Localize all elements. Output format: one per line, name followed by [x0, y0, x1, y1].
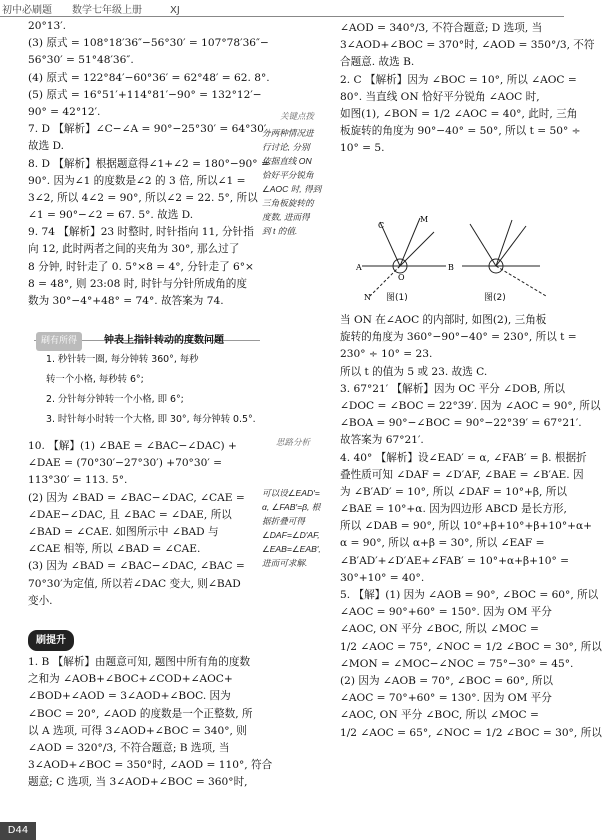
side-note-line: 可以设∠EAD′=	[262, 488, 320, 498]
text-line: 变小.	[28, 594, 53, 607]
text-line: 5. 【解】(1) 因为 ∠AOB = 90°, ∠BOC = 60°, 所以	[340, 589, 599, 601]
text-line: 数为 30°−4°+48° = 74°. 故答案为 74.	[28, 295, 224, 307]
text-line: 题意; C 选项, 当 3∠AOD+∠BOC = 360°时,	[28, 776, 248, 789]
edition-label: XJ	[170, 5, 180, 16]
text-line: 8. D 【解析】根据题意得∠1+∠2 = 180°−90° =	[28, 157, 270, 170]
text-line: ∠BOD+∠AOD = 3∠AOD+∠BOC. 因为	[28, 690, 231, 703]
text-line: 20°13′.	[28, 20, 67, 32]
text-line: (4) 原式 = 122°84′−60°36′ = 62°48′ = 62. 8°.	[28, 71, 270, 84]
text-line: 所以 t 的值为 5 或 23. 故选 C.	[340, 365, 488, 378]
text-line: (5) 原式 = 16°51′+114°81′−90° = 132°12′−	[28, 88, 262, 101]
fig-label-m: M	[420, 215, 429, 224]
text-line: ∠AOC = 70°+60° = 130°. 因为 OM 平分	[340, 692, 552, 705]
text-line: 3∠AOD+∠BOC = 370°时, ∠AOD = 350°/3, 不符	[340, 39, 595, 52]
text-line: ∠DOC = ∠BOC = 22°39′. 因为 ∠AOC = 90°, 所以	[340, 399, 601, 412]
text-line: ∠AOD = 340°/3, 不符合题意; D 选项, 当	[340, 22, 543, 34]
side-note-line: 分两种情况进	[262, 128, 314, 138]
text-line: 1. B 【解析】由题意可知, 题图中所有角的度数	[28, 656, 251, 668]
text-line: ∠BOA = 90°−∠BOC = 90°−22°39′ = 67°21′.	[340, 417, 582, 430]
text-line: 80°. 当直线 ON 恰好平分锐角 ∠AOC 时,	[340, 90, 540, 103]
side-note-line: 据折叠可得	[262, 516, 305, 526]
text-line: α = 90°, 所以 α+β = 30°, 所以 ∠EAF =	[340, 537, 545, 550]
text-line: ∠AOC, ON 平分 ∠BOC, 所以 ∠MOC =	[340, 623, 539, 636]
text-line: ∠AOC, ON 平分 ∠BOC, 所以 ∠MOC =	[340, 709, 539, 722]
fig-label-b: B	[448, 263, 454, 272]
side-note-line: ∠DAF=∠D′AF,	[262, 530, 320, 540]
tip-box	[34, 335, 260, 436]
text-line: 10. 【解】(1) ∠BAE = ∠BAC−∠DAC) +	[28, 440, 237, 452]
tip-line: 3. 时针每小时转一个大格, 即 30°, 每分钟转 0.5°.	[46, 414, 256, 425]
tip-line: 2. 分针每分钟转一个小格, 即 6°;	[46, 394, 184, 405]
side-note-line: ∠AOC 时, 得到	[262, 184, 322, 194]
left-column-top	[28, 18, 270, 310]
text-line: 56°30′ = 51°48′36″.	[28, 54, 134, 67]
text-line: ∠AOD = 320°/3, 不符合题意; B 选项, 当	[28, 741, 230, 754]
text-line: ∠BOC = 20°, ∠AOD 的度数是一个正整数, 所	[28, 707, 253, 720]
text-line: 所以 ∠DAB = 90°, 所以 10°+β+10°+β+10°+α+	[340, 520, 593, 533]
series-title: 初中必刷题	[2, 5, 52, 16]
page-header	[0, 0, 564, 17]
text-line: 合题意. 故选 B.	[340, 56, 415, 69]
text-line: 当 ON 在∠AOC 的内部时, 如图(2), 三角板	[340, 314, 547, 326]
text-line: (3) 原式 = 108°18′36″−56°30′ = 107°78′36″−	[28, 37, 269, 50]
text-line: 230° ÷ 10° = 23.	[340, 348, 433, 361]
side-note-2	[262, 486, 321, 570]
right-column-bottom	[340, 312, 602, 742]
right-column-top	[340, 20, 595, 158]
text-line: 如图(1), ∠BON = 1/2 ∠AOC = 40°, 此时, 三角	[340, 107, 578, 120]
text-line: 2. C 【解析】因为 ∠BOC = 10°, 所以 ∠AOC =	[340, 73, 577, 86]
side-note-1	[262, 126, 321, 238]
text-line: 旋转的角度为 360°−90°−40° = 230°, 所以 t =	[340, 331, 577, 344]
text-line: 板旋转的角度为 90°−40° = 50°, 所以 t = 50° ÷	[340, 125, 581, 138]
text-line: 1/2 ∠AOC = 65°, ∠NOC = 1/2 ∠BOC = 30°, 所以	[340, 726, 602, 739]
figure-2	[462, 220, 546, 296]
fig-label-a: A	[356, 263, 362, 272]
section-heading	[28, 630, 74, 650]
angle-figures	[350, 212, 550, 304]
side-note-line: ∠EAB=∠EAB′,	[262, 544, 321, 554]
text-line: 8 = 48°, 则 23:08 时, 时针与分针所成角的度	[28, 277, 247, 290]
fig-label-o: O	[398, 273, 405, 282]
text-line: 10° = 5.	[340, 142, 385, 155]
text-line: 90°. 因为∠1 的度数是∠2 的 3 倍, 所以∠1 =	[28, 174, 246, 187]
figure-1	[362, 218, 446, 296]
side-note-line: 恰好平分锐角	[262, 170, 314, 180]
text-line: 7. D 【解析】∠C−∠A = 90°−25°30′ = 64°30′.	[28, 123, 270, 136]
side-note-2-heading: 思路分析	[276, 437, 311, 447]
text-line: (2) 因为 ∠AOB = 70°, ∠BOC = 60°, 所以	[340, 674, 554, 687]
text-line: ∠B′AD′+∠D′AE+∠FAB′ = 10°+α+β+10° =	[340, 554, 569, 567]
side-note-line: 进而可求解.	[262, 558, 308, 568]
text-line: 4. 40° 【解析】设∠EAD′ = α, ∠FAB′ = β. 根据折	[340, 451, 587, 464]
text-line: 3∠2, 所以 4∠2 = 90°, 所以∠2 = 22. 5°, 所以	[28, 191, 258, 204]
text-line: 90° = 42°12′.	[28, 105, 101, 118]
text-line: ∠MON = ∠MOC−∠NOC = 75°−30° = 45°.	[340, 657, 574, 670]
text-line: 以 A 选项, 可得 3∠AOD+∠BOC = 340°, 则	[28, 724, 247, 737]
figure-1-caption: 图(1)	[386, 293, 408, 303]
tip-title: 钟表上指针转动的度数问题	[104, 335, 224, 346]
subject-title: 数学七年级上册	[72, 5, 142, 16]
text-line: ∠CAE 相等, 所以 ∠BAD = ∠CAE.	[28, 543, 201, 556]
text-line: ∠DAE = (70°30′−27°30′) +70°30′ =	[28, 457, 222, 470]
page-number: D44	[0, 822, 36, 840]
figure-2-caption: 图(2)	[484, 293, 506, 303]
text-line: 8 分钟, 时针走了 0. 5°×8 = 4°, 分针走了 6°×	[28, 260, 254, 273]
text-line: ∠1 = 90°−∠2 = 67. 5°. 故选 D.	[28, 209, 194, 222]
fig-label-n: N	[364, 293, 371, 302]
tip-line: 转一个小格, 每秒转 6°;	[46, 374, 144, 385]
text-line: ∠AOC = 90°+60° = 150°. 因为 OM 平分	[340, 606, 552, 619]
text-line: 故答案为 67°21′.	[340, 434, 424, 447]
side-note-line: 依据直线 ON	[262, 156, 312, 166]
fig-label-c: C	[378, 221, 385, 230]
tip-tag: 刷有所得	[36, 332, 82, 351]
tip-line: 1. 秒针转一圈, 每分钟转 360°, 每秒	[46, 354, 199, 365]
left-column-bottom	[28, 654, 272, 792]
text-line: (3) 因为 ∠BAD = ∠BAC−∠DAC, ∠BAC =	[28, 560, 245, 573]
side-note-line: α, ∠FAB′=β, 根	[262, 502, 321, 512]
text-line: 3. 67°21′ 【解析】因为 OC 平分 ∠DOB, 所以	[340, 382, 565, 395]
text-line: 叠性质可知 ∠DAF = ∠D′AF, ∠BAE = ∠B′AE. 因	[340, 468, 584, 481]
side-note-line: 度数, 进而得	[262, 212, 310, 222]
text-line: 113°30′ = 113. 5°.	[28, 474, 128, 487]
text-line: ∠BAE = 10°+α. 因为四边形 ABCD 是长方形,	[340, 503, 567, 516]
text-line: 故选 D.	[28, 140, 65, 153]
text-line: ∠DAE−∠DAC, 且 ∠BAC = ∠DAE, 所以	[28, 508, 232, 521]
text-line: 9. 74 【解析】23 时整时, 时针指向 11, 分针指	[28, 226, 254, 239]
text-line: 70°30′为定值, 所以若∠DAC 变大, 则∠BAD	[28, 577, 241, 590]
left-column-middle	[28, 438, 245, 610]
side-note-line: 三角板旋转的	[262, 198, 314, 208]
text-line: (2) 因为 ∠BAD = ∠BAC−∠DAC, ∠CAE =	[28, 491, 245, 504]
text-line: 之和为 ∠AOB+∠BOC+∠COD+∠AOC+	[28, 673, 233, 686]
section-label: 刷提升	[28, 630, 74, 651]
text-line: 3∠AOD+∠BOC = 350°时, ∠AOD = 110°, 符合	[28, 759, 273, 772]
text-line: 向 12, 此时两者之间的夹角为 30°, 那么过了	[28, 243, 240, 256]
side-note-1-heading: 关键点拨	[280, 111, 315, 121]
text-line: 为 ∠B′AD′ = 10°, 所以 ∠DAF = 10°+β, 所以	[340, 485, 567, 498]
side-note-line: 行讨论, 分别	[262, 142, 310, 152]
text-line: ∠BAD = ∠CAE. 如图所示中 ∠BAD 与	[28, 525, 219, 538]
text-line: 30°+10° = 40°.	[340, 571, 425, 584]
side-note-line: 到 t 的值.	[262, 226, 298, 236]
text-line: 1/2 ∠AOC = 75°, ∠NOC = 1/2 ∠BOC = 30°, 所以	[340, 640, 602, 653]
